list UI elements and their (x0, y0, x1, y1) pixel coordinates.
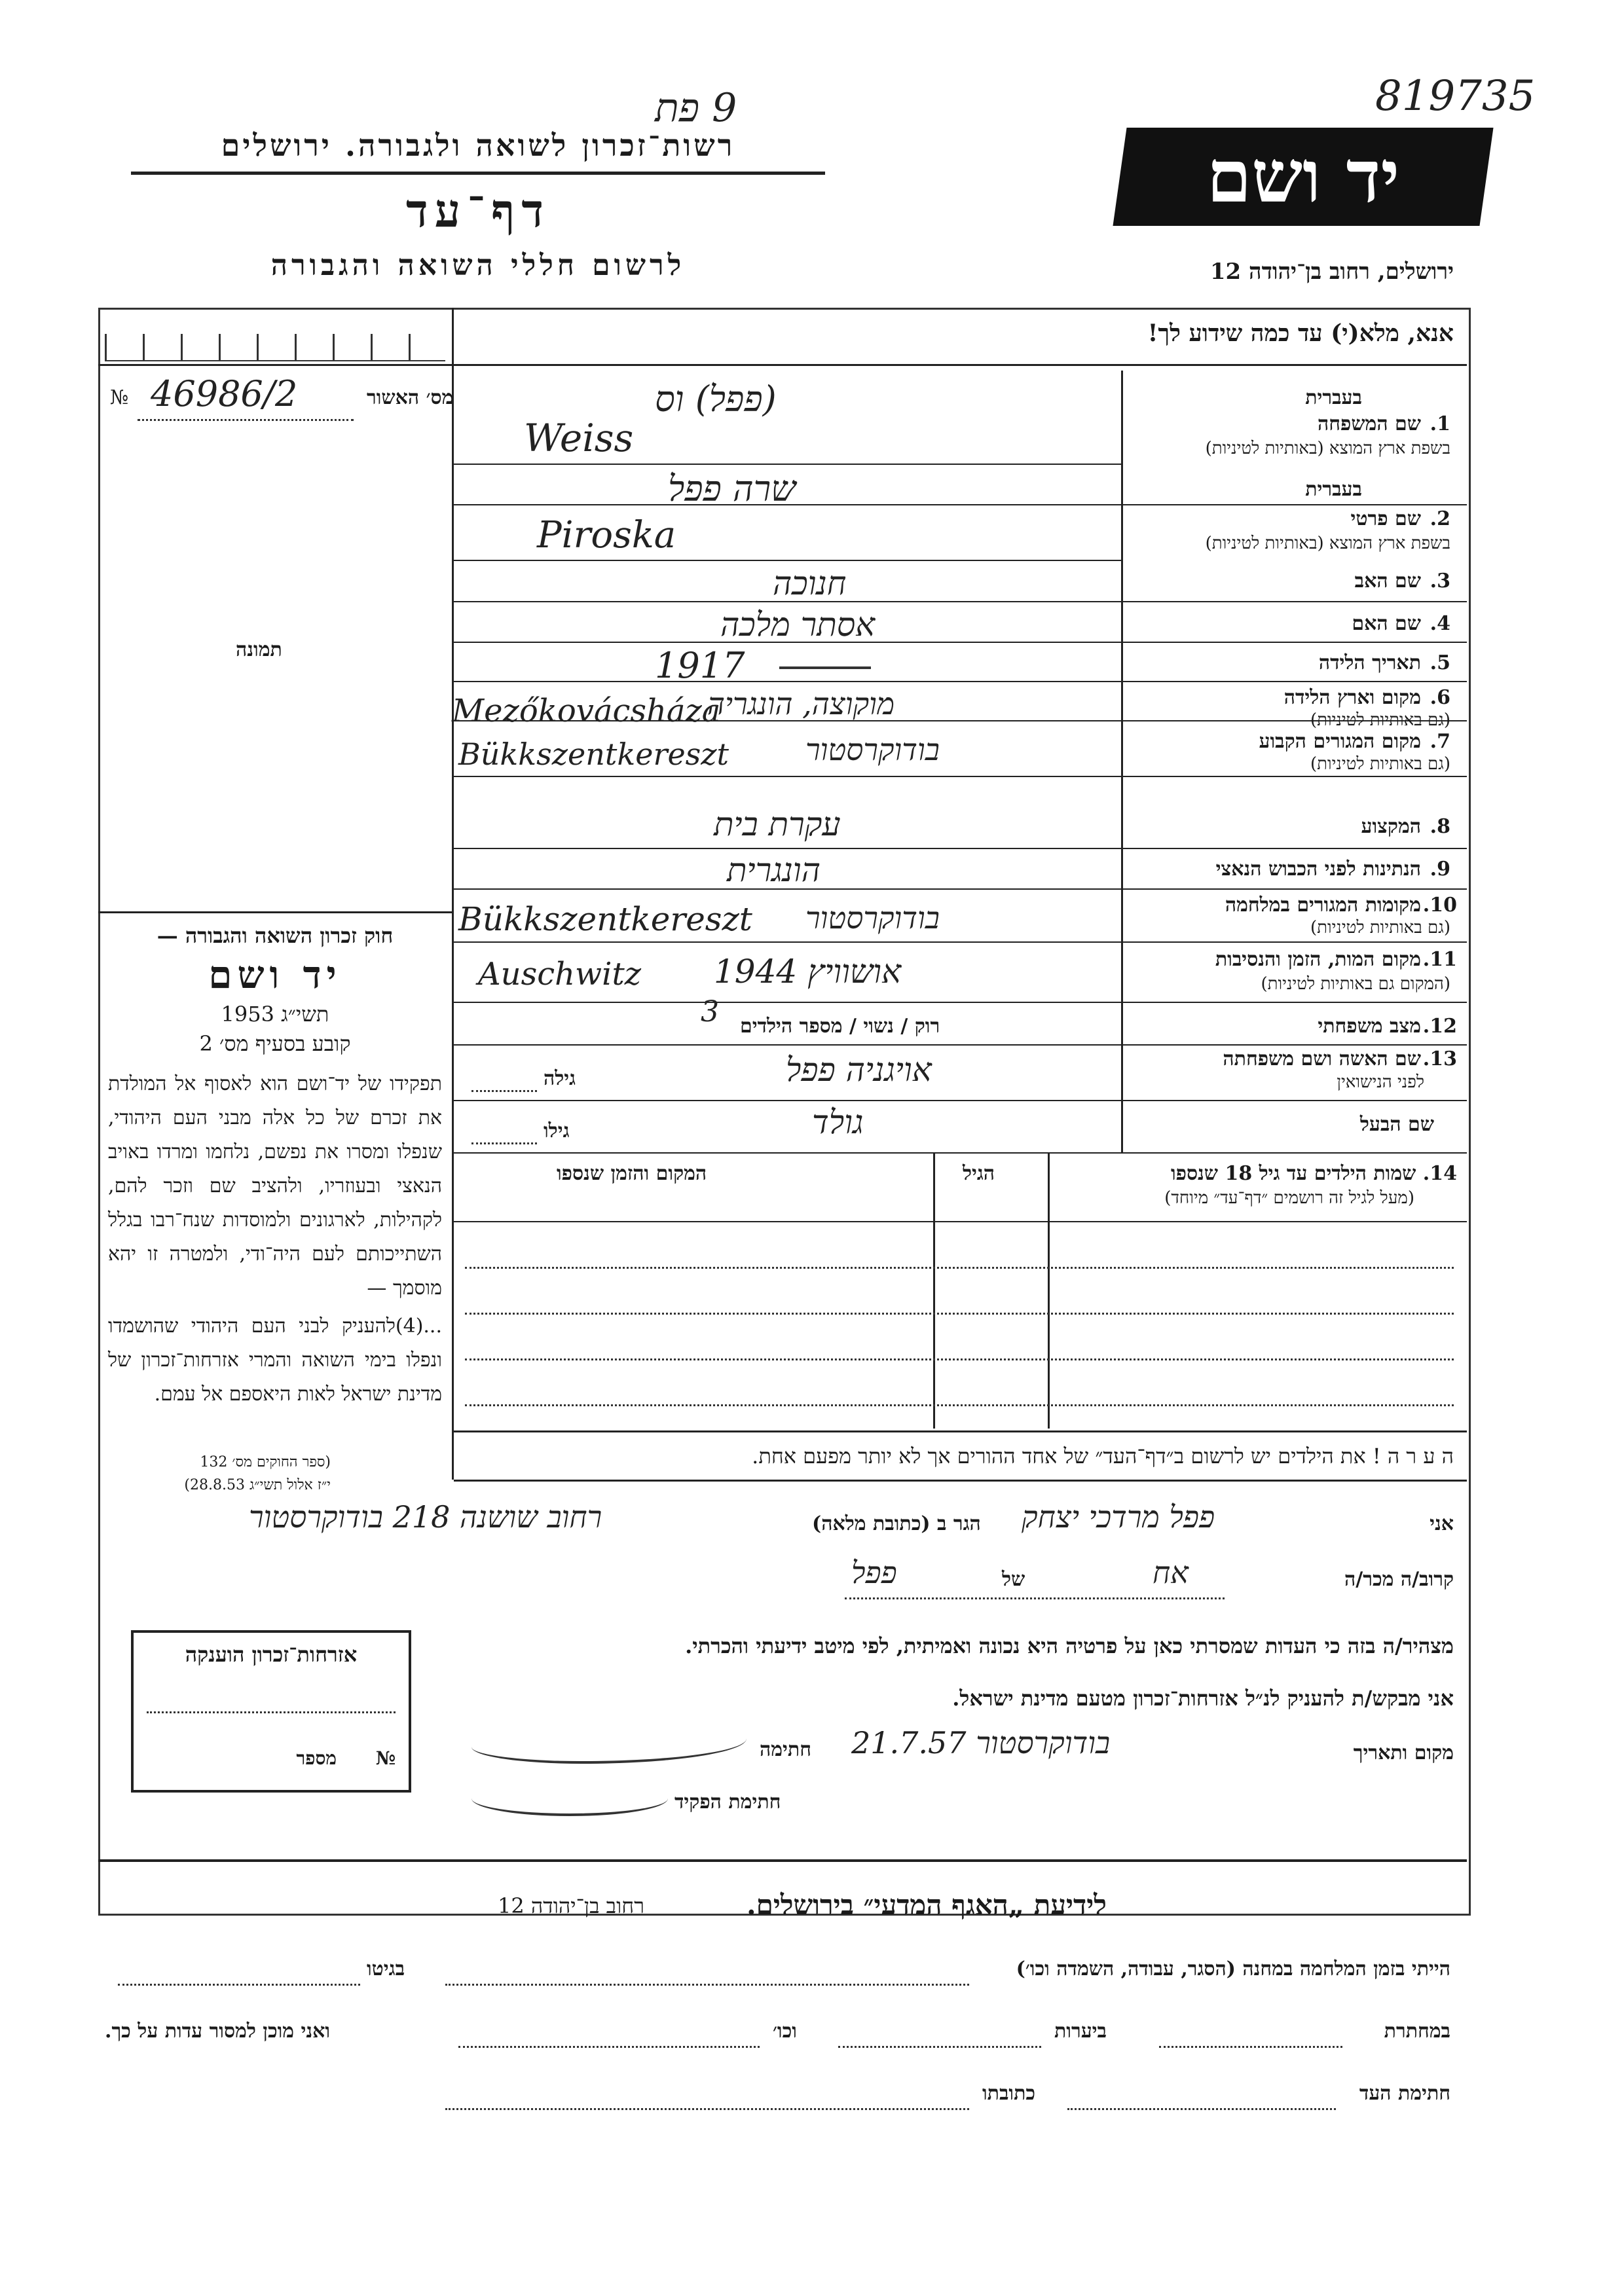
birth-place-hebrew[interactable]: מוקוצה, הונגריה (707, 686, 895, 721)
field-6-number: 6. (1430, 686, 1450, 709)
row-sep (454, 504, 1467, 505)
field-8-label: המקצוע (1361, 815, 1421, 838)
wife-age-label: גילה (544, 1067, 576, 1090)
field-13-label: שם האשה ושם משפחתה (1223, 1048, 1421, 1070)
relation-value[interactable]: אח (1153, 1555, 1189, 1590)
field-7-sub: (גם באותיות לטיניות) (1310, 754, 1450, 774)
children-bottom-rule (454, 1430, 1467, 1432)
cert-number-prefix: № (110, 386, 129, 409)
children-place-header: המקום והזמן שנספו (557, 1162, 707, 1185)
row-sep (454, 560, 1121, 561)
residence-latin[interactable]: Bükkszentkereszt (458, 737, 729, 772)
declarant-name-value[interactable]: פפל מרדכי יצחק (1022, 1499, 1215, 1535)
footer-heading-address: רחוב בן־יהודה 12 (498, 1893, 644, 1918)
form-subtitle: לרשום חללי השואה והגבורה (270, 249, 686, 282)
cert-number-label: מס׳ האשור (367, 386, 454, 409)
law-reference-1: (ספר החוקים מס׳ 132 (200, 1454, 331, 1470)
first-name-hebrew[interactable]: שרה פפל (668, 468, 796, 509)
children-note: ה ע ר ה ! את הילדים יש לרשום ב״דף־העד״ של אחד ההורים אך לא יותר מפעם אחת. (752, 1444, 1454, 1468)
field-2-number: 2. (1430, 507, 1450, 530)
row-sep (454, 1002, 1467, 1003)
wife-name-value[interactable]: אויגניה פפל (786, 1051, 932, 1089)
birth-date-value[interactable]: 1917 (655, 645, 745, 686)
field-7-label: מקום המגורים הקבוע (1259, 730, 1421, 753)
children-heading-sub: (מעל לגיל זה רושמים ״דף־עד״ מיוחד) (1164, 1188, 1414, 1208)
row-sep (454, 601, 1467, 602)
relation-line (845, 1597, 1225, 1599)
handwritten-archive-number: 819735 (1375, 72, 1536, 120)
memorial-citizenship-box (131, 1630, 411, 1793)
place-date-value[interactable]: בודוקרסטור 21.7.57 (851, 1725, 1111, 1760)
lives-in-label: הגר ב (כתובת מלאה) (812, 1512, 981, 1535)
field-1-number: 1. (1430, 412, 1450, 435)
wartime-residence-latin[interactable]: Bükkszentkereszt (458, 900, 752, 938)
footer-underground-label: במחתרת (1384, 2020, 1450, 2043)
official-signature[interactable] (471, 1781, 668, 1816)
field-11-sub: (המקום גם באותיות לטיניות) (1261, 974, 1450, 994)
children-heading: 14. שמות הילדים עד גיל 18 שנספו (1170, 1162, 1457, 1185)
field-12-label: מצב משפחתי (1318, 1015, 1421, 1038)
row-sep (454, 1152, 1467, 1154)
field-6-sub: (גם באותיות לטיניות) (1310, 710, 1450, 730)
field-3-label: שם האב (1354, 570, 1421, 592)
row-sep (454, 848, 1467, 849)
memorial-box-number-label: מספר (296, 1747, 337, 1769)
handwritten-reference: 9 פת (655, 85, 737, 131)
footer-witness-signature-line[interactable] (1067, 2108, 1336, 2110)
field-2-label: שם פרטי (1350, 507, 1421, 530)
father-name-value[interactable]: חנוכה (773, 564, 847, 602)
field-1-sub: בשפת ארץ המוצא (באותיות לטיניות) (1205, 439, 1450, 458)
declarant-ani: אני (1430, 1512, 1454, 1535)
footer-etc-label: וכו׳ (773, 2020, 797, 2043)
wife-age-line[interactable] (471, 1090, 537, 1092)
field-11-number: 11. (1422, 948, 1457, 971)
field-2-sub: בשפת ארץ המוצא (באותיות לטיניות) (1205, 534, 1450, 553)
footer-address-label: כתובתו (982, 2082, 1036, 2105)
field-13-number: 13. (1422, 1048, 1457, 1070)
field-3-number: 3. (1430, 570, 1450, 592)
children-row-line[interactable] (465, 1313, 1454, 1315)
note-rule (454, 1480, 1467, 1482)
footer-willing-label: ואני מוכן למסור עדות על כך. (105, 2020, 331, 2043)
children-row-line[interactable] (465, 1404, 1454, 1406)
law-reference-2: י״ז אלול תשי״ג 28.8.53) (184, 1477, 331, 1493)
footer-etc-line[interactable] (458, 2046, 760, 2048)
first-name-latin[interactable]: Piroska (537, 514, 676, 556)
birth-date-struck (779, 634, 871, 669)
children-count-value[interactable]: 3 (701, 995, 719, 1029)
field-1-lang: בעברית (1305, 386, 1362, 409)
row-sep (454, 1100, 1467, 1101)
husband-name-label: שם הבעל (1359, 1113, 1434, 1136)
cert-number-value: 46986/2 (151, 373, 298, 414)
header-address: ירושלים, רחוב בן־יהודה 12 (1209, 259, 1454, 285)
row-sep (454, 1044, 1467, 1046)
footer-underground-line[interactable] (1159, 2046, 1342, 2048)
top-rule (98, 364, 1467, 366)
field-8-number: 8. (1430, 815, 1450, 838)
children-row-line[interactable] (465, 1358, 1454, 1360)
title-underline (131, 172, 825, 175)
field-4-label: שם האם (1352, 612, 1421, 635)
logo-text: יד ושם (1206, 134, 1400, 219)
family-name-latin[interactable]: Weiss (524, 416, 634, 460)
husband-age-line[interactable] (471, 1142, 537, 1144)
death-place-latin[interactable]: Auschwitz (478, 956, 642, 993)
field-13-sub: לפני הנישואין (1337, 1072, 1424, 1092)
memorial-box-line (147, 1711, 396, 1713)
official-signature-label: חתימת הפקיד (674, 1791, 781, 1813)
law-text: תפקידו של יד־ושם הוא לאסוף אל המולדת את זכרם של כל אלה מבני העם היהודי, שנפלו ומסרו את נפשם, נלחמו ומרדו באויב הנאצי ובעוזריו, ולהציב שם וזכר להם, לקהילות, לארגונים ולמוסדות שנח־רבו בגלל השתייכותם לעם היה־ודי, ולמטרה זו יהא מוסמך — (108, 1072, 442, 1300)
children-header-rule (454, 1221, 1467, 1222)
field-5-label: תאריך הלידה (1318, 651, 1421, 674)
footer-ghetto-line[interactable] (118, 1984, 360, 1986)
law-year: תשי״ג 1953 (221, 1002, 329, 1027)
label-column-divider (1121, 371, 1123, 1152)
declarant-address-value[interactable]: רחוב שושנה 218 בודוקרסטור (249, 1499, 602, 1535)
footer-address-line[interactable] (445, 2108, 969, 2110)
family-name-hebrew[interactable]: (פפל) וס (655, 378, 777, 420)
row-sep (454, 888, 1467, 890)
footer-heading: לידיעת „האגף המדעי״ בירושלים. (747, 1889, 1107, 1921)
children-col-divider-1 (933, 1154, 935, 1429)
field-10-number: 10. (1422, 894, 1457, 917)
field-5-number: 5. (1430, 651, 1450, 674)
residence-hebrew[interactable]: בודוקרסטור (805, 732, 940, 767)
law-box-rule (98, 911, 452, 913)
field-4-number: 4. (1430, 612, 1450, 635)
cert-tick-row (105, 334, 445, 361)
field-7-number: 7. (1430, 730, 1450, 753)
photo-placeholder: תמונה (236, 638, 282, 661)
field-11-label: מקום המות, הזמן והנסיבות (1215, 948, 1421, 971)
marital-status-options: רוק / נשוי / מספר הילדים (740, 1015, 940, 1038)
footer-forests-label: ביערות (1054, 2020, 1107, 2043)
field-6-label: מקום וארץ הלידה (1283, 686, 1421, 709)
signature-label: חתימה (760, 1738, 811, 1761)
left-column-divider (452, 308, 454, 1480)
row-sep (454, 941, 1467, 943)
row-sep (454, 681, 1467, 682)
field-1-label: שם המשפחה (1317, 412, 1421, 435)
children-age-header: הגיל (963, 1162, 995, 1185)
intro-instruction: אנא, מלא(י) עד כמה שידוע לך! (1147, 319, 1454, 347)
footer-ghetto-label: בגיטו (367, 1958, 405, 1980)
wartime-residence-hebrew[interactable]: בודוקרסטור (805, 900, 940, 936)
law-name: יד ושם (208, 953, 342, 997)
husband-age-label: גילו (544, 1120, 570, 1142)
field-10-sub: (גם באותיות לטיניות) (1310, 918, 1450, 938)
of-label: של (1002, 1568, 1025, 1591)
law-text-continued: ...(4)להעניק לבני העם היהודי שהושמדו ונפלו בימי השואה והמרי אזרחות־זכרון של מדינת ישראל לאות היאספם אל עמם. (108, 1315, 442, 1406)
row-sep (454, 642, 1467, 643)
footer-forests-line[interactable] (838, 2046, 1041, 2048)
row-sep (454, 464, 1121, 465)
of-value[interactable]: פפל (851, 1555, 897, 1590)
husband-name-value[interactable]: גולד (812, 1103, 864, 1141)
yad-vashem-logo (1113, 128, 1493, 226)
field-12-number: 12. (1422, 1015, 1457, 1038)
footer-camp-line[interactable] (445, 1984, 969, 1986)
children-row-line[interactable] (465, 1267, 1454, 1269)
cert-number-line (138, 419, 354, 421)
memorial-box-title: אזרחות־זכרון הוענקה (185, 1642, 358, 1667)
birth-place-latin[interactable]: Mezőkovácsháza (452, 693, 721, 729)
law-clause: קובע בסעיף מס׳ 2 (199, 1031, 351, 1056)
law-title: חוק זכרון השואה והגבורה — (157, 923, 394, 948)
field-10-label: מקומות המגורים במלחמה (1225, 894, 1421, 917)
citizenship-request: אני מבקש/ת להעניק לנ״ל אזרחות־זכרון מטעם מדינת ישראל. (952, 1686, 1454, 1711)
row-sep (454, 776, 1467, 777)
authority-title: רשות־זכרון לשואה ולגבורה. ירושלים (221, 128, 735, 163)
death-place-hebrew[interactable]: אושוויץ 1944 (714, 953, 902, 991)
field-9-label: הנתינות לפני הכבוש הנאצי (1215, 858, 1421, 881)
profession-value[interactable]: עקרת בית (714, 805, 841, 843)
nationality-value[interactable]: הונגרית (727, 851, 821, 889)
form-title: דף־עד (405, 183, 550, 238)
children-col-divider-2 (1048, 1154, 1050, 1429)
footer-witness-signature-label: חתימת העד (1359, 2082, 1450, 2105)
field-2-lang: בעברית (1305, 478, 1362, 501)
place-date-label: מקום ותאריך (1353, 1741, 1454, 1764)
memorial-box-number-prefix: № (375, 1747, 396, 1769)
mother-name-value[interactable]: אסתר מלכה (720, 606, 876, 644)
field-9-number: 9. (1430, 858, 1450, 881)
footer-camp-label: הייתי בזמן המלחמה במחנה (הסגר, עבודה, השמדה וכו׳) (1016, 1958, 1450, 1980)
relative-label: קרוב/ה מכר/ה (1344, 1568, 1454, 1591)
footer-rule (98, 1859, 1467, 1862)
declaration-statement: מצהיר/ה בזה כי העדות שמסרתי כאן על פרטיה היא נכונה ואמיתית, לפי מיטב ידיעתי והכרתי. (685, 1633, 1454, 1658)
